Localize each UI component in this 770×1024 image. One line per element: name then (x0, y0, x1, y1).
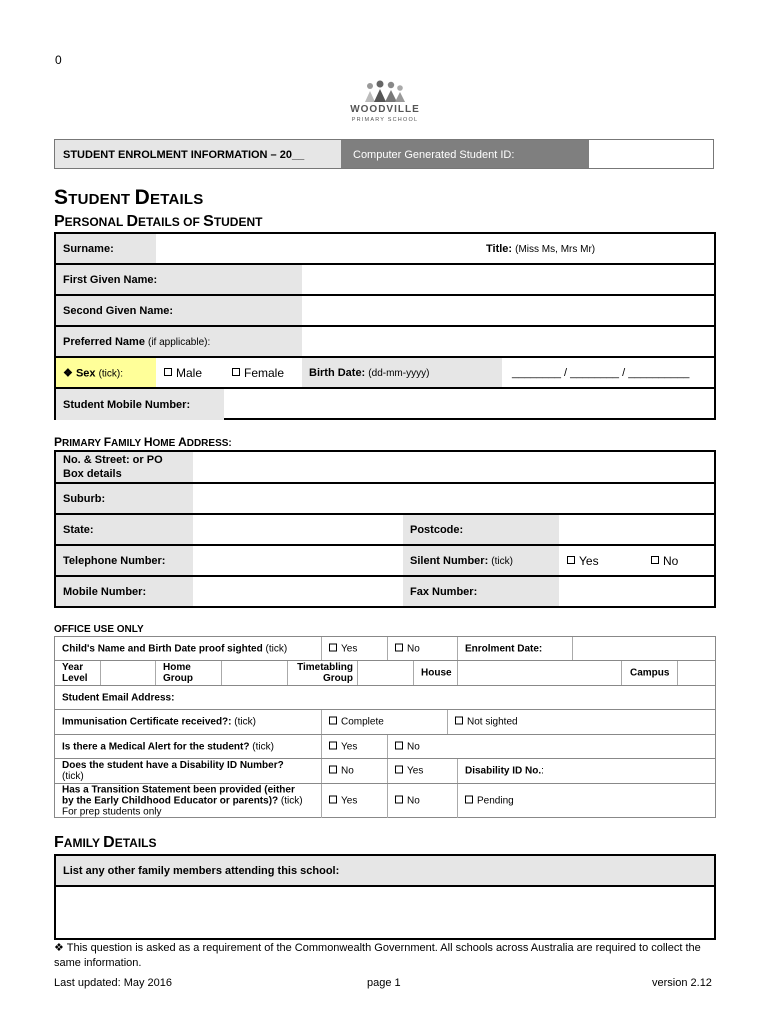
fax-label-cell (403, 577, 559, 606)
telephone-row (56, 546, 714, 577)
transition-yes-checkbox[interactable] (329, 796, 337, 804)
transition-no-option[interactable] (388, 784, 458, 818)
surname-label: Surname: (63, 242, 114, 255)
silent-yes-option[interactable] (567, 554, 599, 568)
medical-label: Is there a Medical Alert for the student? (tick) (62, 741, 274, 752)
house-label: House (421, 667, 452, 679)
enrolment-date-field[interactable] (573, 637, 715, 660)
house-label-cell (414, 661, 458, 685)
second-given-label-cell (56, 296, 302, 325)
mobile-label: Mobile Number: (63, 585, 147, 598)
disability-yes-option[interactable] (388, 759, 458, 783)
logo-figures-icon (362, 80, 408, 104)
home-group-field[interactable] (222, 661, 288, 685)
home-group-label-cell (156, 661, 222, 685)
immunisation-not-sighted-checkbox[interactable] (455, 717, 463, 725)
disability-no-option[interactable] (322, 759, 388, 783)
street-label-cell (56, 452, 193, 482)
timetabling-label-cell (288, 661, 358, 685)
male-label: Male (176, 365, 203, 380)
proof-label-cell (55, 637, 322, 660)
page-number-top: 0 (55, 53, 62, 67)
proof-yes-option[interactable] (322, 637, 388, 660)
personal-details-heading: PERSONAL DETAILS OF STUDENT (54, 213, 263, 230)
student-id-field[interactable] (589, 140, 713, 168)
proof-yes-label: Yes (341, 643, 358, 654)
student-mobile-row (56, 389, 714, 420)
medical-no-checkbox[interactable] (395, 741, 403, 749)
disability-no-checkbox[interactable] (329, 766, 337, 774)
suburb-row (56, 484, 714, 515)
timetabling-label: Timetabling Group (297, 662, 353, 684)
family-members-label: List any other family members attending this school: (63, 864, 340, 877)
preferred-name-label: Preferred Name (if applicable): (63, 335, 211, 348)
transition-no-checkbox[interactable] (395, 796, 403, 804)
state-row (56, 515, 714, 546)
second-given-row (56, 296, 714, 327)
email-row (55, 686, 715, 710)
immunisation-not-sighted-label: Not sighted (467, 716, 518, 728)
diamond-bullet-icon: ❖ (63, 367, 73, 379)
medical-no-label: No (407, 741, 420, 752)
silent-options (559, 546, 714, 575)
postcode-label: Postcode: (410, 523, 464, 536)
telephone-label: Telephone Number: (63, 554, 166, 567)
version: version 2.12 (652, 977, 712, 989)
immunisation-complete-label: Complete (341, 716, 384, 728)
postcode-field[interactable] (559, 515, 714, 544)
school-logo (340, 80, 430, 126)
disability-row (55, 759, 715, 784)
transition-pending-label: Pending (477, 795, 514, 807)
timetabling-field[interactable] (358, 661, 414, 685)
birth-date-label: Birth Date: (dd-mm-yyyy) (309, 366, 430, 379)
disability-id-field[interactable] (458, 759, 715, 783)
street-row (56, 452, 714, 484)
second-given-label: Second Given Name: (63, 304, 174, 317)
street-label: No. & Street: or PO Box details (63, 454, 163, 480)
year-level-field[interactable] (101, 661, 156, 685)
proof-no-checkbox[interactable] (395, 643, 403, 651)
family-members-field[interactable] (56, 887, 714, 938)
suburb-label-cell (56, 484, 193, 513)
mobile-label-cell (56, 577, 193, 606)
transition-no-label: No (407, 795, 420, 807)
year-level-row (55, 661, 715, 686)
medical-yes-checkbox[interactable] (329, 741, 337, 749)
enrolment-date-label: Enrolment Date: (465, 643, 543, 654)
medical-no-option[interactable] (388, 735, 715, 758)
campus-field[interactable] (678, 661, 715, 685)
female-option[interactable] (222, 358, 302, 387)
silent-label: Silent Number: (tick) (410, 554, 513, 567)
last-updated: Last updated: May 2016 (54, 977, 173, 989)
family-members-label-row (56, 856, 714, 887)
home-address-table (54, 450, 716, 608)
transition-pending-checkbox[interactable] (465, 796, 473, 804)
telephone-field[interactable] (193, 546, 403, 575)
student-mobile-label: Student Mobile Number: (63, 398, 191, 411)
email-label: Student Email Address: (62, 692, 175, 703)
student-details-heading: STUDENT DETAILS (54, 186, 204, 209)
home-address-heading: PRIMARY FAMILY HOME ADDRESS: (54, 435, 232, 449)
student-id-label: Computer Generated Student ID: (353, 149, 515, 161)
street-field[interactable] (193, 452, 714, 482)
sex-label-cell (56, 358, 156, 387)
campus-label-cell (622, 661, 678, 685)
home-group-label: Home Group (163, 662, 193, 684)
mobile-fax-row (56, 577, 714, 606)
enrolment-header (54, 139, 714, 169)
birth-date-label-cell (302, 358, 502, 387)
office-use-table (54, 636, 716, 818)
transition-label-cell (55, 784, 322, 818)
silent-yes-checkbox[interactable] (567, 556, 575, 564)
logo-subtitle: PRIMARY SCHOOL (351, 117, 419, 123)
family-details-heading: FAMILY DETAILS (54, 834, 157, 851)
sex-birth-row (56, 358, 714, 389)
family-details-table (54, 854, 716, 940)
first-given-row (56, 265, 714, 296)
page-number: page 1 (367, 977, 401, 989)
postcode-label-cell (403, 515, 559, 544)
proof-yes-checkbox[interactable] (329, 643, 337, 651)
silent-no-option[interactable] (651, 554, 678, 568)
state-field[interactable] (193, 515, 403, 544)
diamond-bullet-icon: ❖ (54, 942, 64, 954)
first-given-label-cell (56, 265, 302, 294)
year-level-label-cell (55, 661, 101, 685)
year-level-label: Year Level (62, 662, 88, 684)
surname-row (56, 234, 714, 265)
email-field[interactable] (55, 686, 715, 709)
personal-details-table (54, 232, 716, 420)
preferred-name-field[interactable] (302, 327, 714, 356)
suburb-field[interactable] (193, 484, 714, 513)
female-label: Female (244, 365, 285, 380)
immunisation-not-sighted-option[interactable] (448, 710, 715, 734)
proof-no-option[interactable] (388, 637, 458, 660)
commonwealth-footnote: ❖ This question is asked as a requirement of the Commonwealth Government. All schools across Australia are required to collect the same information. (54, 942, 701, 969)
enrolment-date-label-cell (458, 637, 573, 660)
surname-field[interactable] (156, 234, 714, 263)
immunisation-complete-checkbox[interactable] (329, 717, 337, 725)
preferred-name-row (56, 327, 714, 358)
student-id-label-cell (341, 140, 589, 168)
logo-name: WOODVILLE (350, 104, 420, 115)
telephone-label-cell (56, 546, 193, 575)
enrolment-title: STUDENT ENROLMENT INFORMATION – 20__ (63, 149, 305, 161)
transition-yes-label: Yes (341, 795, 358, 807)
student-mobile-label-cell (56, 389, 224, 420)
transition-pending-option[interactable] (458, 784, 715, 818)
state-label: State: (63, 523, 94, 536)
silent-no-checkbox[interactable] (651, 556, 659, 564)
female-checkbox[interactable] (232, 368, 240, 376)
disability-label: Does the student have a Disability ID Number? (tick) (62, 760, 284, 782)
immunisation-label-cell (55, 710, 322, 734)
male-option[interactable] (156, 358, 222, 387)
proof-no-label: No (407, 643, 420, 654)
preferred-name-label-cell (56, 327, 302, 356)
state-label-cell (56, 515, 193, 544)
immunisation-label: Immunisation Certificate received?: (tick) (62, 716, 256, 728)
fax-field[interactable] (559, 577, 714, 606)
disability-label-cell (55, 759, 322, 783)
title-label: Title: (Miss Ms, Mrs Mr) (486, 242, 596, 255)
fax-label: Fax Number: (410, 585, 478, 598)
medical-label-cell (55, 735, 322, 758)
house-field[interactable] (458, 661, 622, 685)
birth-date-blank: ________ / ________ / __________ (512, 366, 690, 379)
disability-yes-checkbox[interactable] (395, 766, 403, 774)
suburb-label: Suburb: (63, 492, 106, 505)
transition-row (55, 784, 715, 818)
sex-label: ❖ Sex (tick): (63, 367, 124, 379)
medical-yes-label: Yes (341, 741, 358, 752)
disability-yes-label: Yes (407, 765, 424, 777)
proof-label: Child's Name and Birth Date proof sighted (tick) (62, 643, 288, 654)
student-mobile-field[interactable] (224, 389, 714, 420)
proof-row (55, 637, 715, 661)
silent-label-cell (403, 546, 559, 575)
medical-yes-option[interactable] (322, 735, 388, 758)
disability-id-label: Disability ID No.: (465, 765, 544, 777)
immunisation-row (55, 710, 715, 735)
male-checkbox[interactable] (164, 368, 172, 376)
transition-label: Has a Transition Statement been provided (either by the Early Childhood Educator or parents)? (tick) For prep students only (62, 784, 303, 818)
mobile-field[interactable] (193, 577, 403, 606)
first-given-label: First Given Name: (63, 273, 158, 286)
immunisation-complete-option[interactable] (322, 710, 448, 734)
surname-label-cell (56, 234, 156, 263)
office-use-heading: OFFICE USE ONLY (54, 624, 144, 635)
transition-yes-option[interactable] (322, 784, 388, 818)
birth-date-field[interactable] (502, 358, 714, 387)
campus-label: Campus (630, 667, 670, 679)
silent-yes-label: Yes (579, 553, 599, 568)
first-given-field[interactable] (302, 265, 714, 294)
silent-no-label: No (663, 553, 679, 568)
medical-row (55, 735, 715, 759)
second-given-field[interactable] (302, 296, 714, 325)
disability-no-label: No (341, 765, 354, 777)
